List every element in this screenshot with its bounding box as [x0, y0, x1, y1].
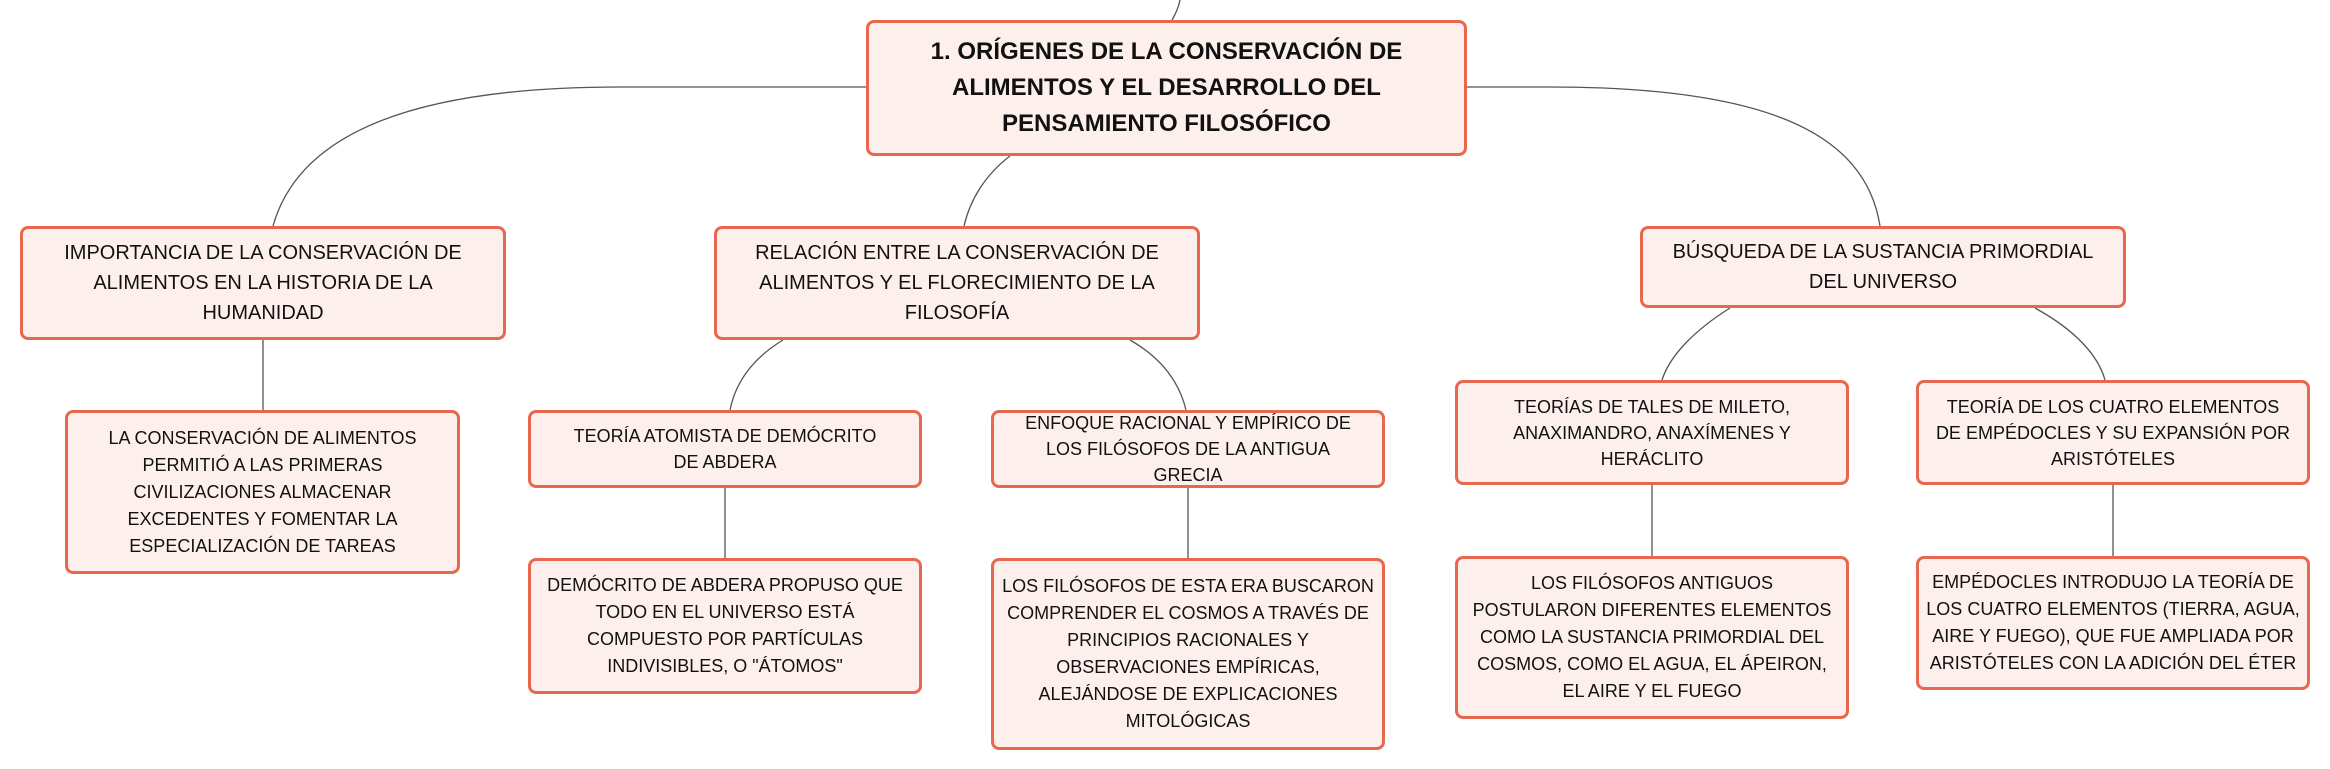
root-topic-node[interactable] [866, 20, 1467, 156]
branch-text-relacion: RELACIÓN ENTRE LA CONSERVACIÓN DE ALIMENTOS Y EL FLORECIMIENTO DE LA FILOSOFÍA [755, 242, 1159, 324]
child-text-cuatro-elementos: TEORÍA DE LOS CUATRO ELEMENTOS DE EMPÉDOCLES Y SU EXPANSIÓN POR ARISTÓTELES [1935, 396, 2291, 469]
child-text-enfoque-racional: ENFOQUE RACIONAL Y EMPÍRICO DE LOS FILÓSOFOS DE LA ANTIGUA GRECIA [1025, 413, 1351, 485]
child-node-cuatro-elementos[interactable] [1916, 380, 2310, 485]
connector-root-up [1172, 0, 1180, 20]
child-node-conservacion-permitio[interactable] [65, 410, 460, 574]
branch-node-relacion[interactable] [714, 226, 1200, 340]
connector-root-branch2 [964, 156, 1010, 226]
branch-node-busqueda[interactable] [1640, 226, 2126, 308]
child-text-teorias-tales: TEORÍAS DE TALES DE MILETO, ANAXIMANDRO, ANAXÍMENES Y HERÁCLITO [1513, 396, 1791, 469]
branch-node-importancia[interactable] [20, 226, 506, 340]
branch-text-busqueda: BÚSQUEDA DE LA SUSTANCIA PRIMORDIAL DEL UNIVERSO [1672, 241, 2094, 293]
detail-node-filosofos-era[interactable] [991, 558, 1385, 750]
connector-branch3-child1 [1662, 308, 1730, 380]
connector-branch3-child2 [2035, 308, 2105, 380]
detail-node-empedocles[interactable] [1916, 556, 2310, 690]
connector-root-branch1 [273, 87, 866, 226]
branch-text-importancia: IMPORTANCIA DE LA CONSERVACIÓN DE ALIMENTOS EN LA HISTORIA DE LA HUMANIDAD [64, 242, 462, 324]
connector-branch2-child1 [730, 340, 783, 410]
detail-node-democrito[interactable] [528, 558, 922, 694]
detail-text-democrito: DEMÓCRITO DE ABDERA PROPUSO QUE TODO EN EL UNIVERSO ESTÁ COMPUESTO POR PARTÍCULAS INDIVISIBLES, O "ÁTOMOS" [547, 575, 903, 676]
root-topic-text: 1. ORÍGENES DE LA CONSERVACIÓN DE ALIMENTOS Y EL DESARROLLO DEL PENSAMIENTO FILOSÓFICO [930, 38, 1403, 137]
child-text-teoria-atomista: TEORÍA ATOMISTA DE DEMÓCRITO DE ABDERA [573, 426, 877, 472]
detail-node-filosofos-antiguos[interactable] [1455, 556, 1849, 719]
connector-root-branch3 [1467, 87, 1880, 226]
detail-text-filosofos-era: LOS FILÓSOFOS DE ESTA ERA BUSCARON COMPRENDER EL COSMOS A TRAVÉS DE PRINCIPIOS RACIONALES Y OBSERVACIONES EMPÍRICAS, ALEJÁNDOSE DE EXPLICACIONES MITOLÓGICAS [1002, 576, 1374, 731]
connector-branch2-child2 [1130, 340, 1186, 410]
detail-text-filosofos-antiguos: LOS FILÓSOFOS ANTIGUOS POSTULARON DIFERENTES ELEMENTOS COMO LA SUSTANCIA PRIMORDIAL DEL COSMOS, COMO EL AGUA, EL ÁPEIRON, EL AIRE Y EL FUEGO [1472, 573, 1832, 701]
child-text-conservacion-permitio: LA CONSERVACIÓN DE ALIMENTOS PERMITIÓ A LAS PRIMERAS CIVILIZACIONES ALMACENAR EXCEDENTES Y FOMENTAR LA ESPECIALIZACIÓN DE TAREAS [108, 427, 417, 556]
child-node-teorias-tales[interactable] [1455, 380, 1849, 485]
detail-text-empedocles: EMPÉDOCLES INTRODUJO LA TEORÍA DE LOS CUATRO ELEMENTOS (TIERRA, AGUA, AIRE Y FUEGO), QUE FUE AMPLIADA POR ARISTÓTELES CON LA ADICIÓN DEL ÉTER [1926, 572, 2300, 673]
child-node-teoria-atomista[interactable] [528, 410, 922, 488]
child-node-enfoque-racional[interactable] [991, 410, 1385, 488]
